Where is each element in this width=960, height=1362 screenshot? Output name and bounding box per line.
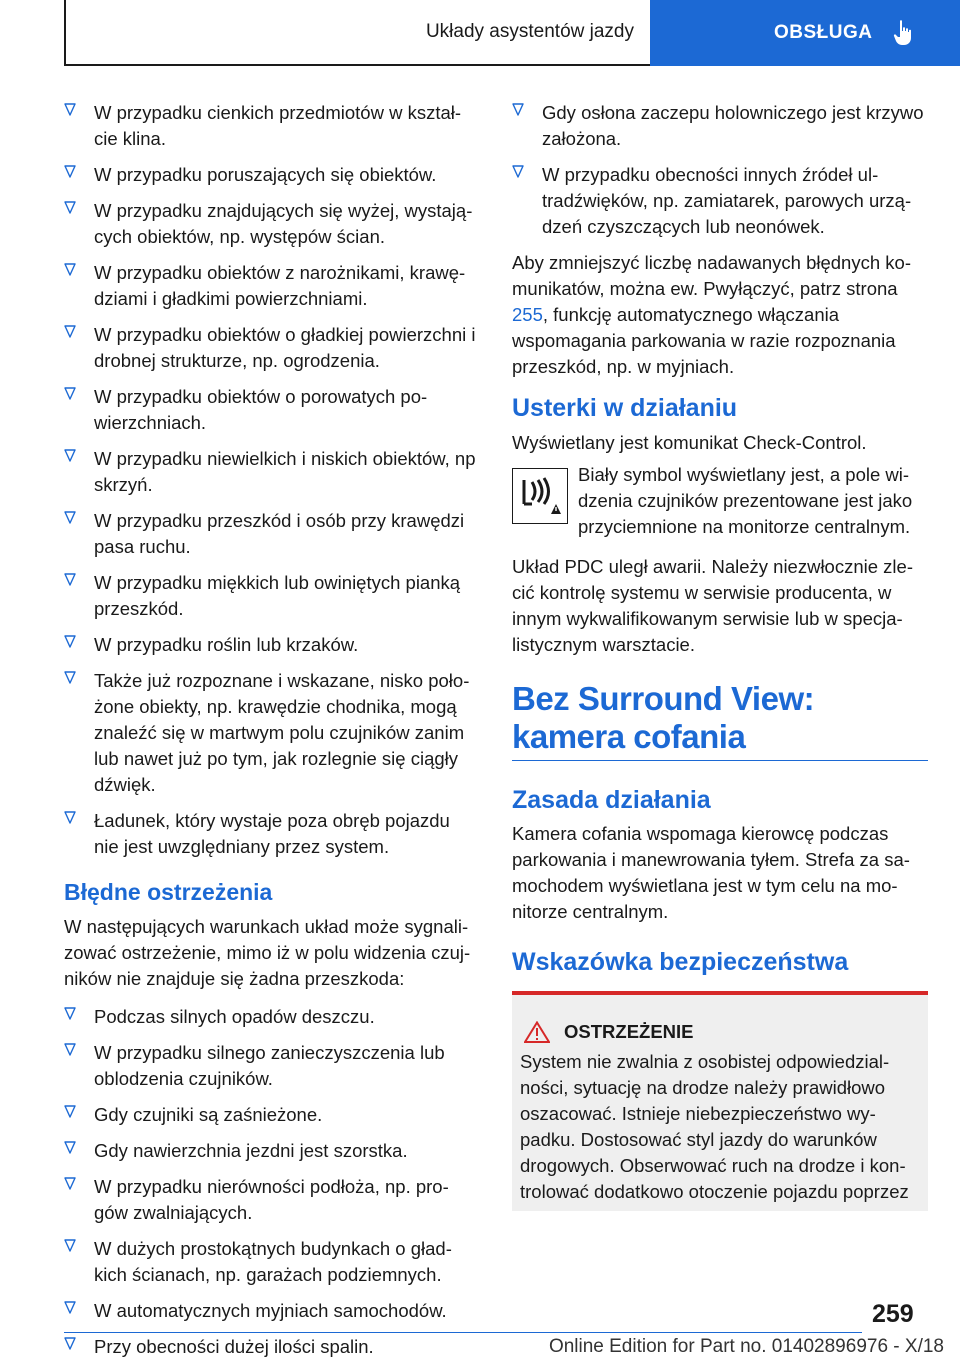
bullet-text: Gdy czujniki są zaśnieżone.: [94, 1104, 323, 1125]
bullet-text: W przypadku obiektów o gładkiej powierzchni i drobnej strukturze, np. ogrodzenia.: [94, 324, 476, 371]
bullet-triangle-icon: [512, 100, 542, 152]
malfunction-text: Układ PDC uległ awarii. Należy niezwłocznie zlecić kontrolę systemu w serwisie producenta, w innym wykwalifikowanym serwisie lub w specjalistycznym warsztacie.: [512, 556, 913, 655]
bullet-triangle-icon: [64, 508, 94, 560]
bullet-item: [64, 570, 476, 622]
left-column: [64, 100, 476, 1362]
warning-box: [512, 991, 928, 1211]
false-warnings-intro: W następujących warunkach układ może sygnalizować ostrzeżenie, mimo iż w polu widzenia czujników nie znajduje się żadna przeszkoda:: [64, 916, 471, 989]
bullet-text: W przypadku poruszających się obiektów.: [94, 164, 437, 185]
bullet-text: Także już rozpoznane i wskazane, nisko położone obiekty, np. krawędzie chodnika, mogą znaleźć się w martwym polu czujników zanim lub nawet już po tym, jak rozlegnie się ciągły dźwięk.: [94, 670, 470, 795]
bullet-triangle-icon: [64, 1298, 94, 1324]
bullet-text: W przypadku obiektów o porowatych powierzchniach.: [94, 386, 428, 433]
chapter-tab[interactable]: [650, 0, 960, 66]
bullet-item: [64, 1004, 476, 1030]
bullet-item: [64, 260, 476, 312]
principle-heading: Zasada działania: [512, 786, 711, 814]
malfunction-icon-row: [512, 462, 928, 540]
safety-heading: Wskazówka bezpieczeństwa: [512, 948, 849, 976]
right-column: [512, 100, 928, 1211]
limits-bullet-list: [64, 100, 476, 860]
bullet-item: [64, 198, 476, 250]
false-warnings-bullet-list: [64, 1004, 476, 1360]
bullet-text: Podczas silnych opadów deszczu.: [94, 1006, 375, 1027]
bullet-triangle-icon: [64, 1040, 94, 1092]
principle-text: Kamera cofania wspomaga kierowcę podczas parkowania i manewrowania tyłem. Strefa za samochodem wyświetlana jest w tym celu na monitorze centralnym.: [512, 823, 910, 922]
chapter-tab-label: OBSŁUGA: [774, 22, 873, 43]
bullet-text: Ładunek, który wystaje poza obręb pojazdu nie jest uwzględniany przez system.: [94, 810, 450, 857]
bullet-triangle-icon: [512, 162, 542, 240]
bullet-text: W przypadku miękkich lub owiniętych pianką przeszkód.: [94, 572, 461, 619]
bullet-item: [64, 322, 476, 374]
page-number: 259: [872, 1300, 914, 1328]
reduce-false-alerts-paragraph: [512, 250, 928, 380]
bullet-text: W przypadku nierówności podłoża, np. progów zwalniających.: [94, 1176, 449, 1223]
bullet-triangle-icon: [64, 100, 94, 152]
bullet-triangle-icon: [64, 198, 94, 250]
bullet-triangle-icon: [64, 162, 94, 188]
bullet-text: W automatycznych myjniach samochodów.: [94, 1300, 447, 1321]
bullet-text: W dużych prostokątnych budynkach o gładkich ścianach, np. garażach podziemnych.: [94, 1238, 452, 1285]
bullet-item: [64, 1102, 476, 1128]
bullet-item: [64, 508, 476, 560]
bullet-item: [64, 1138, 476, 1164]
page-link-255[interactable]: 255: [512, 304, 543, 325]
warning-header: [520, 1019, 920, 1045]
bullet-item: [64, 162, 476, 188]
malfunction-heading: Usterki w działaniu: [512, 394, 738, 422]
warning-text: System nie zwalnia z osobistej odpowiedzialności, sytuację na drodze należy prawidłowo oszacować. Istnieje niebezpieczeństwo wypadku. Dostosować styl jazdy do warunków drogowych. Obserwować ruch na drodze i kontrolować dodatkowo otoczenie pojazdu poprzez: [520, 1051, 909, 1202]
bullet-item: [64, 1236, 476, 1288]
bullet-text: W przypadku obecności innych źródeł ultradźwięków, np. zamiatarek, parowych urządzeń czyszczących lub neonówek.: [542, 164, 912, 237]
bullet-item: [512, 162, 928, 240]
malfunction-icon-description: Biały symbol wyświetlany jest, a pole widzenia czujników prezentowane jest jako przyciemnione na monitorze centralnym.: [578, 464, 913, 537]
warning-title: OSTRZEŻENIE: [564, 1021, 694, 1042]
edition-text: Online Edition for Part no. 01402896976 - X/18: [548, 1336, 944, 1357]
bullet-triangle-icon: [64, 808, 94, 860]
bullet-item: [64, 1298, 476, 1324]
malfunction-intro: Wyświetlany jest komunikat Check-Control.: [512, 432, 867, 453]
bullet-item: [64, 446, 476, 498]
parking-sensor-warning-icon: [512, 468, 568, 524]
bullet-triangle-icon: [64, 1102, 94, 1128]
extra-bullet-list: [512, 100, 928, 240]
bullet-triangle-icon: [64, 1174, 94, 1226]
bullet-item: [64, 632, 476, 658]
bullet-text: W przypadku silnego zanieczyszczenia lub oblodzenia czujników.: [94, 1042, 445, 1089]
bullet-item: [64, 1174, 476, 1226]
bullet-item: [64, 384, 476, 436]
bullet-triangle-icon: [64, 1138, 94, 1164]
bullet-triangle-icon: [64, 1236, 94, 1288]
bullet-text: W przypadku obiektów z narożnikami, krawędziami i gładkimi powierzchniami.: [94, 262, 466, 309]
camera-heading: Bez Surround View: kamera cofania: [512, 680, 928, 761]
bullet-item: [64, 668, 476, 798]
footer-divider: [64, 1332, 862, 1333]
bullet-item: [64, 1040, 476, 1092]
bullet-text: W przypadku przeszkód i osób przy krawędzi pasa ruchu.: [94, 510, 465, 557]
bullet-text: Gdy nawierzchnia jezdni jest szorstka.: [94, 1140, 408, 1161]
section-title: Układy asystentów jazdy: [425, 21, 634, 42]
bullet-item: [64, 808, 476, 860]
bullet-item: [512, 100, 928, 152]
bullet-triangle-icon: [64, 322, 94, 374]
bullet-triangle-icon: [64, 1004, 94, 1030]
warning-triangle-icon: [524, 1021, 550, 1043]
header-divider-bottom: [64, 64, 650, 66]
bullet-triangle-icon: [64, 668, 94, 798]
reduce-text-start: Aby zmniejszyć liczbę nadawanych błędnych komunikatów, można ew. Pwyłączyć, patrz strona: [512, 252, 911, 299]
bullet-triangle-icon: [64, 632, 94, 658]
bullet-text: W przypadku roślin lub krzaków.: [94, 634, 359, 655]
bullet-item: [64, 100, 476, 152]
bullet-text: Przy obecności dużej ilości spalin.: [94, 1336, 374, 1357]
bullet-text: W przypadku niewielkich i niskich obiektów, np skrzyń.: [94, 448, 476, 495]
bullet-triangle-icon: [64, 570, 94, 622]
bullet-text: Gdy osłona zaczepu holowniczego jest krzywo założona.: [542, 102, 924, 149]
bullet-text: W przypadku znajdujących się wyżej, wystających obiektów, np. występów ścian.: [94, 200, 473, 247]
bullet-triangle-icon: [64, 260, 94, 312]
reduce-text-end: , funkcję automatycznego włączania wspomagania parkowania w razie rozpoznania przeszkód, np. w myjniach.: [512, 304, 896, 377]
bullet-triangle-icon: [64, 384, 94, 436]
bullet-text: W przypadku cienkich przedmiotów w kształcie klina.: [94, 102, 462, 149]
hand-pointer-icon: [893, 19, 917, 47]
bullet-triangle-icon: [64, 446, 94, 498]
false-warnings-heading: Błędne ostrzeżenia: [64, 879, 273, 905]
